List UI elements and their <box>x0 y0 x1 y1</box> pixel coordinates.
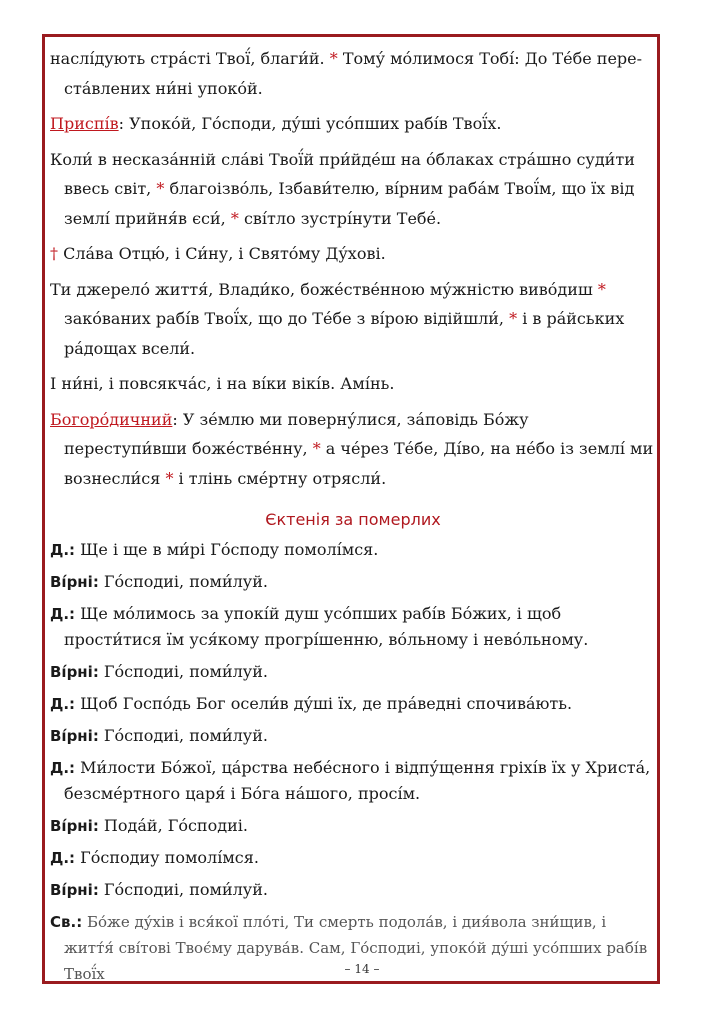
now-line <box>50 369 656 399</box>
speaker-label: Ві́рні: <box>50 727 99 745</box>
bogorodichny-label: Богоро́дичний <box>50 409 173 429</box>
prispiv-line <box>50 109 656 139</box>
text-line: зако́ваних рабі́в Твої́х, що до Те́бе з ві́рою відійшли́, <box>64 309 504 328</box>
ektenia-line <box>50 601 656 653</box>
ektenia-line <box>50 813 656 839</box>
ektenia-line <box>50 537 656 563</box>
ektenia-line <box>50 877 656 903</box>
paragraph-2 <box>50 145 656 234</box>
text-line: благоізво́ль, Ізбави́телю, ві́рним раба́м Твої́м, що їх від землі́ прийня́в єси́, <box>64 179 635 228</box>
ektenia-text: Ще і ще в ми́рі Го́споду помолі́мся. <box>80 540 379 559</box>
ektenia-line <box>50 691 656 717</box>
text-line: і тлінь сме́ртну отрясли́. <box>178 468 387 488</box>
text-line: ста́влених ни́ні упоко́й. <box>64 78 263 98</box>
speaker-label: Ві́рні: <box>50 663 99 681</box>
ektenia-text: Го́сподиі, поми́луй. <box>103 572 268 591</box>
speaker-label: Д.: <box>50 541 76 559</box>
ektenia-line <box>50 569 656 595</box>
star-mark: * <box>329 49 338 68</box>
now-text: І ни́ні, і повсякча́с, і на ві́ки вікі́в. Амі́нь. <box>50 374 395 393</box>
star-mark: * <box>509 309 518 328</box>
text-line: і в ра́йських ра́дощах всели́. <box>64 309 625 358</box>
priest-text: Бо́же ду́хів і вся́кої пло́ті, Ти смерть подола́в, і дия́вола зни́щив, і житт́я́ сві́тові Твоє́му дарува́в. Сам, Го́сподиі, упоко́й ду́ші усо́пших рабі́в Твої́х <box>64 913 648 983</box>
star-mark: * <box>165 468 174 488</box>
text-line: Коли́ в несказа́нній сла́ві Твої́й при́йде́ш на о́блаках стра́шно суди́ти ввесь світ, <box>50 149 635 198</box>
prispiv-text: Упоко́й, Го́споди, ду́ші усо́пших рабі́в Твої́х. <box>129 114 502 133</box>
speaker-label: Д.: <box>50 605 76 623</box>
star-mark: * <box>230 208 239 228</box>
ektenia-text: Го́сподиу помолі́мся. <box>80 848 259 867</box>
ektenia-text: Го́сподиі, поми́луй. <box>103 662 268 681</box>
bogorodichny-paragraph <box>50 405 656 494</box>
ektenia-heading: Єктенія за померлих <box>265 510 441 529</box>
ektenia-text: Ще мо́лимось за упокі́й душ усо́пших рабі́в Бо́жих, і щоб прости́тися їм уся́кому прогрі́шенню, во́льному і нево́льному. <box>64 604 589 649</box>
paragraph-1 <box>50 44 656 103</box>
cross-icon: † <box>50 244 58 263</box>
star-mark: * <box>597 279 606 299</box>
ektenia-line <box>50 755 656 807</box>
text-line: Тому́ мо́лимося Тобі́: До Те́бе пере- <box>342 49 643 68</box>
text-line: У зе́млю ми поверну́лися, за́повідь Бо́жу переступи́вши боже́стве́нну, <box>64 409 529 458</box>
glory-line <box>50 239 656 269</box>
ektenia-lines <box>50 537 656 903</box>
speaker-label: Д.: <box>50 695 76 713</box>
ektenia-line <box>50 845 656 871</box>
speaker-label: Д.: <box>50 849 76 867</box>
ektenia-line <box>50 659 656 685</box>
prispiv-label: Приспі́в <box>50 114 119 133</box>
text-line: а че́рез Те́бе, Ді́во, на не́бо із землі́ ми вознесли́ся <box>64 439 654 488</box>
ektenia-text: Го́сподиі, поми́луй. <box>103 880 268 899</box>
ektenia-line <box>50 723 656 749</box>
speaker-label: Св.: <box>50 913 83 931</box>
ektenia-text: Ми́лости Бо́жої, ца́рства небе́сного і відпу́щення гріхі́в їх у Христа́, безсме́ртного царя́ і Бо́га на́шого, просі́м. <box>64 758 651 803</box>
ektenia-text: Пода́й, Го́сподиі. <box>103 816 248 835</box>
speaker-label: Ві́рні: <box>50 573 99 591</box>
text-line: сві́тло зустрі́нути Тебе́. <box>243 208 442 228</box>
page-content <box>50 44 656 987</box>
speaker-label: Ві́рні: <box>50 881 99 899</box>
star-mark: * <box>156 179 165 198</box>
colon: : <box>172 409 178 429</box>
paragraph-3 <box>50 275 656 364</box>
ektenia-text: Щоб Госпо́дь Бог осели́в ду́ші їх, де пра́ведні спочива́ють. <box>80 694 573 713</box>
ektenia-text: Го́сподиі, поми́луй. <box>103 726 268 745</box>
text-line: Ти джерело́ життя́, Влади́ко, боже́стве́нною му́жністю виво́диш <box>50 279 593 299</box>
speaker-label: Д.: <box>50 759 76 777</box>
text-line: наслі́дують стра́сті Твої́, благи́й. <box>50 49 325 68</box>
colon: : <box>118 114 124 133</box>
page-number: – 14 – <box>344 962 380 976</box>
star-mark: * <box>312 439 321 458</box>
glory-text: Сла́ва Отцю́, і Си́ну, і Свято́му Ду́хові. <box>63 244 386 263</box>
speaker-label: Ві́рні: <box>50 817 99 835</box>
